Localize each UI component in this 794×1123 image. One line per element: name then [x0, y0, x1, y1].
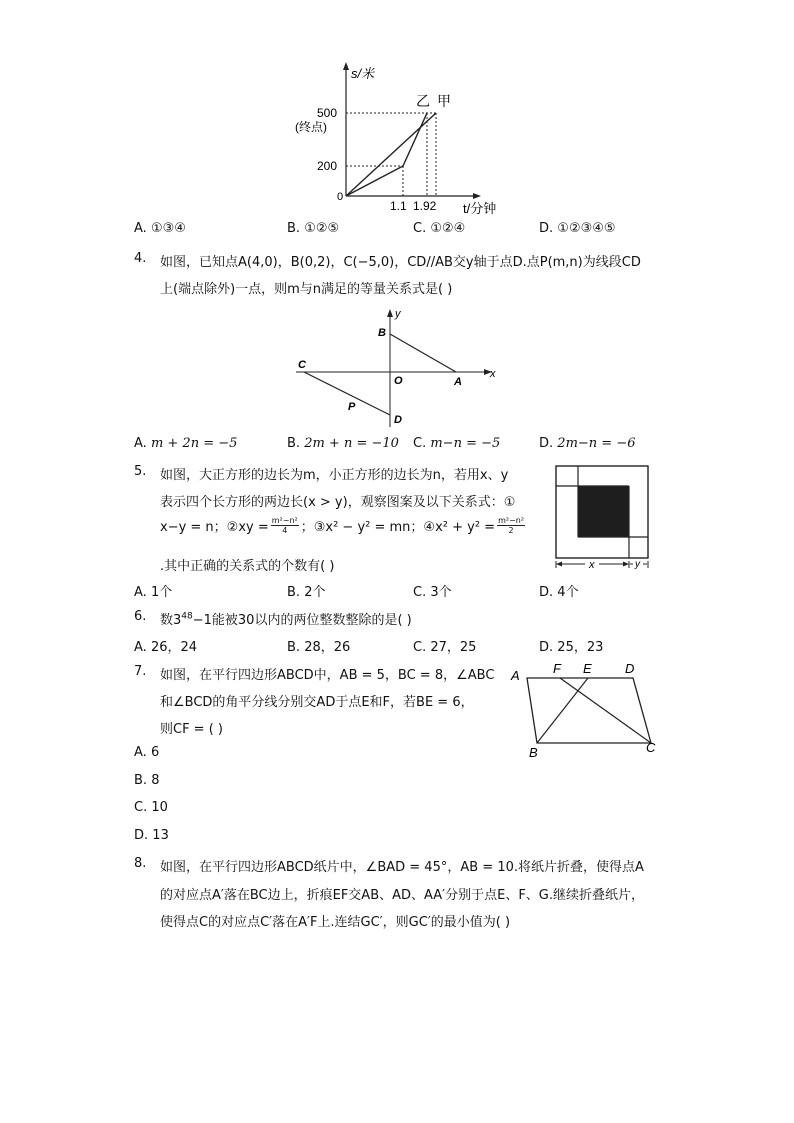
series-yi-label: 乙: [416, 93, 430, 109]
label-a: A: [454, 376, 462, 388]
option-d[interactable]: D. 4个: [539, 585, 579, 600]
label-y: y: [395, 308, 401, 320]
y-axis-label: s/米: [351, 66, 375, 81]
label-b: B: [529, 745, 538, 760]
y-tick-end: (终点): [295, 120, 327, 134]
origin-label: 0: [337, 191, 344, 203]
option-d[interactable]: D. ①②③④⑤: [539, 221, 616, 236]
label-f: F: [553, 661, 561, 676]
option-c[interactable]: C. 3个: [413, 585, 452, 600]
q4-coordinate-figure: [290, 305, 505, 430]
y-tick-500: 500: [317, 106, 338, 120]
option-a[interactable]: A. ①③④: [134, 221, 186, 236]
label-c: C: [298, 359, 306, 371]
label-e: E: [583, 661, 592, 676]
label-x: x: [490, 368, 496, 380]
q8-number: 8.: [134, 856, 147, 871]
q8-stem-line3: 使得点C的对应点C′落在A′F上.连结GC′，则GC′的最小值为( ): [160, 915, 511, 930]
q5-stem-line2: 表示四个长方形的两边长(x > y)，观察图案及以下关系式：①: [160, 495, 516, 510]
x-axis-label: t/分钟: [463, 201, 497, 216]
option-c[interactable]: C. ①②④: [413, 221, 466, 236]
y-tick-200: 200: [317, 159, 338, 173]
q8-stem-line2: 的对应点A′落在BC边上，折痕EF交AB、AD、AA′分别于点E、F、G.继续折叠纸片，: [160, 888, 645, 903]
option-a[interactable]: A. 6: [134, 745, 160, 760]
x-tick-1-1: 1.1: [390, 199, 407, 213]
option-c[interactable]: C. 10: [134, 800, 168, 815]
option-d[interactable]: D. 2m−n = −6: [539, 436, 636, 451]
q8-stem-line1: 如图，在平行四边形ABCD纸片中，∠BAD = 45°，AB = 10.将纸片折叠，使得点A: [160, 860, 644, 875]
option-b[interactable]: B. 2m + n = −10: [287, 436, 399, 451]
q7-stem-line3: 则CF = ( ): [160, 722, 223, 737]
option-b[interactable]: B. 8: [134, 773, 160, 788]
q3-distance-time-graph: [285, 58, 515, 218]
label-b: B: [378, 327, 386, 339]
q7-stem-line1: 如图，在平行四边形ABCD中，AB = 5，BC = 8，∠ABC: [160, 668, 495, 683]
option-b[interactable]: B. 2个: [287, 585, 326, 600]
label-a: A: [511, 668, 520, 683]
label-x: x: [589, 559, 595, 571]
q5-stem-line3: x−y = n；②xy = $\frac{\text{m²−n²}}{4}$ ；③x² − y² = mn；④x² + y² = $\frac{\text{m²−n²}}{2}$: [160, 516, 525, 535]
option-a[interactable]: A. m + 2n = −5: [134, 436, 238, 451]
q4-number: 4.: [134, 251, 147, 266]
series-jia-label: 甲: [437, 93, 451, 109]
option-c[interactable]: C. 27，25: [413, 640, 477, 655]
label-y: y: [635, 559, 640, 570]
q5-stem-line4: .其中正确的关系式的个数有( ): [160, 559, 335, 574]
q7-number: 7.: [134, 664, 147, 679]
label-d: D: [625, 661, 635, 676]
option-b[interactable]: B. 28，26: [287, 640, 351, 655]
q4-stem-line1: 如图，已知点A(4,0)，B(0,2)，C(−5,0)，CD//AB交y轴于点D.点P(m,n)为线段CD: [160, 255, 641, 270]
series-jia-line: [346, 113, 436, 196]
option-a[interactable]: A. 1个: [134, 585, 173, 600]
q6-stem: 数$3^{48}-1$能被30以内的两位整数整除的是( ): [160, 611, 412, 628]
q4-stem-line2: 上(端点除外)一点，则m与n满足的等量关系式是( ): [160, 282, 453, 297]
label-o: O: [394, 375, 403, 387]
option-b[interactable]: B. ①②⑤: [287, 221, 340, 236]
option-c[interactable]: C. m−n = −5: [413, 436, 501, 451]
q7-stem-line2: 和∠BCD的角平分线分别交AD于点E和F，若BE = 6，: [160, 695, 474, 710]
q5-squares-figure: [553, 464, 653, 572]
fraction-2: $\frac{\text{m²−n²}}{2}$: [498, 516, 525, 535]
label-c: C: [646, 740, 656, 755]
option-d[interactable]: D. 13: [134, 828, 169, 843]
option-d[interactable]: D. 25，23: [539, 640, 604, 655]
q5-stem-line1: 如图，大正方形的边长为m，小正方形的边长为n，若用x、y: [160, 468, 509, 483]
series-yi-line: [346, 113, 427, 196]
x-tick-1-92: 1.92: [413, 199, 437, 213]
label-d: D: [394, 414, 402, 426]
option-a[interactable]: A. 26，24: [134, 640, 198, 655]
q5-number: 5.: [134, 464, 147, 479]
q7-parallelogram-figure: [505, 658, 665, 760]
label-p: P: [348, 401, 356, 413]
q6-number: 6.: [134, 609, 147, 624]
fraction-1: $\frac{\text{m²−n²}}{4}$: [271, 516, 298, 535]
